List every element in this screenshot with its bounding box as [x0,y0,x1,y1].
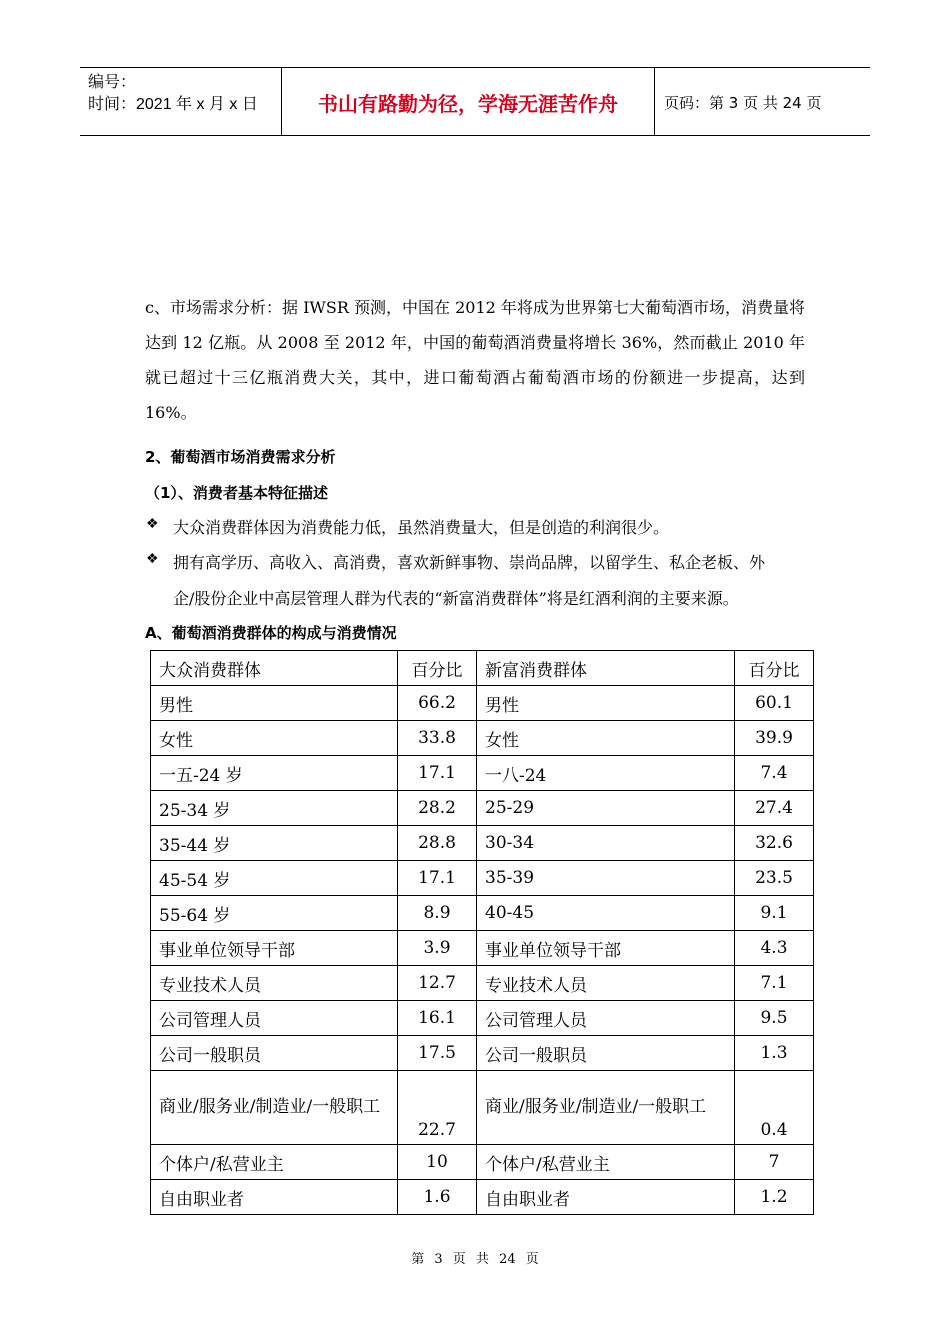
group-label-cell: 专业技术人员 [151,966,398,1001]
group-label-cell: 45-54 岁 [151,861,398,896]
header-meta [88,72,258,116]
group-label-cell: 个体户/私营业主 [151,1145,398,1180]
percent-cell: 27.4 [735,791,814,826]
percent-cell: 0.4 [735,1071,814,1145]
group-label-cell: 公司管理人员 [477,1001,735,1036]
percent-cell: 23.5 [735,861,814,896]
percent-cell: 39.9 [735,721,814,756]
percent-cell: 4.3 [735,931,814,966]
table-row [151,826,814,861]
group-label-cell: 商业/服务业/制造业/一般职工 [151,1071,398,1145]
bullet-text-continued: 企/股份企业中高层管理人群为代表的“新富消费群体”将是红酒利润的主要来源。 [173,589,739,608]
table-header-row [151,651,814,686]
percent-cell: 9.5 [735,1001,814,1036]
percent-cell: 10 [398,1145,477,1180]
group-label-cell: 一五-24 岁 [151,756,398,791]
group-label-cell: 事业单位领导干部 [477,931,735,966]
percent-cell: 7 [735,1145,814,1180]
percent-cell: 17.1 [398,756,477,791]
header-cell: 百分比 [735,651,814,686]
percent-cell: 17.1 [398,861,477,896]
percent-cell: 12.7 [398,966,477,1001]
serial-label: 编号： [88,74,137,91]
table-row [151,896,814,931]
bullet-text: 拥有高学历、高收入、高消费，喜欢新鲜事物、崇尚品牌，以留学生、私企老板、外 [173,553,766,572]
table-row [151,756,814,791]
header-cell: 百分比 [398,651,477,686]
table-row [151,1145,814,1180]
percent-cell: 28.2 [398,791,477,826]
group-label-cell: 公司管理人员 [151,1001,398,1036]
header-divider [654,67,655,135]
time-label: 时间：2021 年 x 月 x 日 [88,96,258,113]
group-label-cell: 公司一般职员 [477,1036,735,1071]
section-heading: 2、葡萄酒市场消费需求分析 [145,448,336,466]
group-label-cell: 男性 [477,686,735,721]
table-row [151,721,814,756]
diamond-bullet-icon: ❖ [146,551,159,567]
group-label-cell: 40-45 [477,896,735,931]
percent-cell: 7.1 [735,966,814,1001]
group-label-cell: 女性 [151,721,398,756]
group-label-cell: 商业/服务业/制造业/一般职工 [477,1071,735,1145]
table-row [151,686,814,721]
group-label-cell: 事业单位领导干部 [151,931,398,966]
percent-cell: 3.9 [398,931,477,966]
group-label-cell: 公司一般职员 [151,1036,398,1071]
group-label-cell: 自由职业者 [151,1180,398,1215]
percent-cell: 66.2 [398,686,477,721]
header-cell: 新富消费群体 [477,651,735,686]
group-label-cell: 35-39 [477,861,735,896]
bullet-text: 大众消费群体因为消费能力低，虽然消费量大，但是创造的利润很少。 [173,518,670,537]
header-page-info: 页码：第 3 页 共 24 页 [664,94,822,112]
table-row [151,1180,814,1215]
percent-cell: 60.1 [735,686,814,721]
group-label-cell: 一八-24 [477,756,735,791]
percent-cell: 22.7 [398,1071,477,1145]
group-label-cell: 个体户/私营业主 [477,1145,735,1180]
subsection-heading: （1）、消费者基本特征描述 [145,484,328,502]
percent-cell: 7.4 [735,756,814,791]
group-label-cell: 55-64 岁 [151,896,398,931]
percent-cell: 9.1 [735,896,814,931]
header-cell: 大众消费群体 [151,651,398,686]
header-bottom-rule [80,135,870,136]
percent-cell: 17.5 [398,1036,477,1071]
group-label-cell: 女性 [477,721,735,756]
group-label-cell: 35-44 岁 [151,826,398,861]
table-row [151,966,814,1001]
group-label-cell: 30-34 [477,826,735,861]
percent-cell: 33.8 [398,721,477,756]
table-row [151,791,814,826]
header-motto: 书山有路勤为径，学海无涯苦作舟 [318,92,618,116]
percent-cell: 1.2 [735,1180,814,1215]
table-row [151,1071,814,1145]
group-label-cell: 专业技术人员 [477,966,735,1001]
paragraph-market-demand: c、市场需求分析：据 IWSR 预测，中国在 2012 年将成为世界第七大葡萄酒市场，消费量将达到 12 亿瓶。从 2008 至 2012 年，中国的葡萄酒消费量将增长 36%，然而截止 2010 年就已超过十三亿瓶消费大关，其中，进口葡萄酒占葡萄酒市场的份额进一步提高，达到 16%。 [145,298,805,422]
percent-cell: 16.1 [398,1001,477,1036]
group-label-cell: 25-29 [477,791,735,826]
diamond-bullet-icon: ❖ [146,516,159,532]
table-row [151,861,814,896]
group-label-cell: 男性 [151,686,398,721]
consumer-group-table [150,650,814,1215]
group-label-cell: 25-34 岁 [151,791,398,826]
table-row [151,931,814,966]
percent-cell: 1.6 [398,1180,477,1215]
table-title: A、葡萄酒消费群体的构成与消费情况 [145,624,397,642]
percent-cell: 32.6 [735,826,814,861]
table-row [151,1036,814,1071]
percent-cell: 1.3 [735,1036,814,1071]
page-footer: 第 3 页 共 24 页 [411,1252,539,1267]
percent-cell: 28.8 [398,826,477,861]
table-row [151,1001,814,1036]
group-label-cell: 自由职业者 [477,1180,735,1215]
percent-cell: 8.9 [398,896,477,931]
header-top-rule [80,67,870,68]
